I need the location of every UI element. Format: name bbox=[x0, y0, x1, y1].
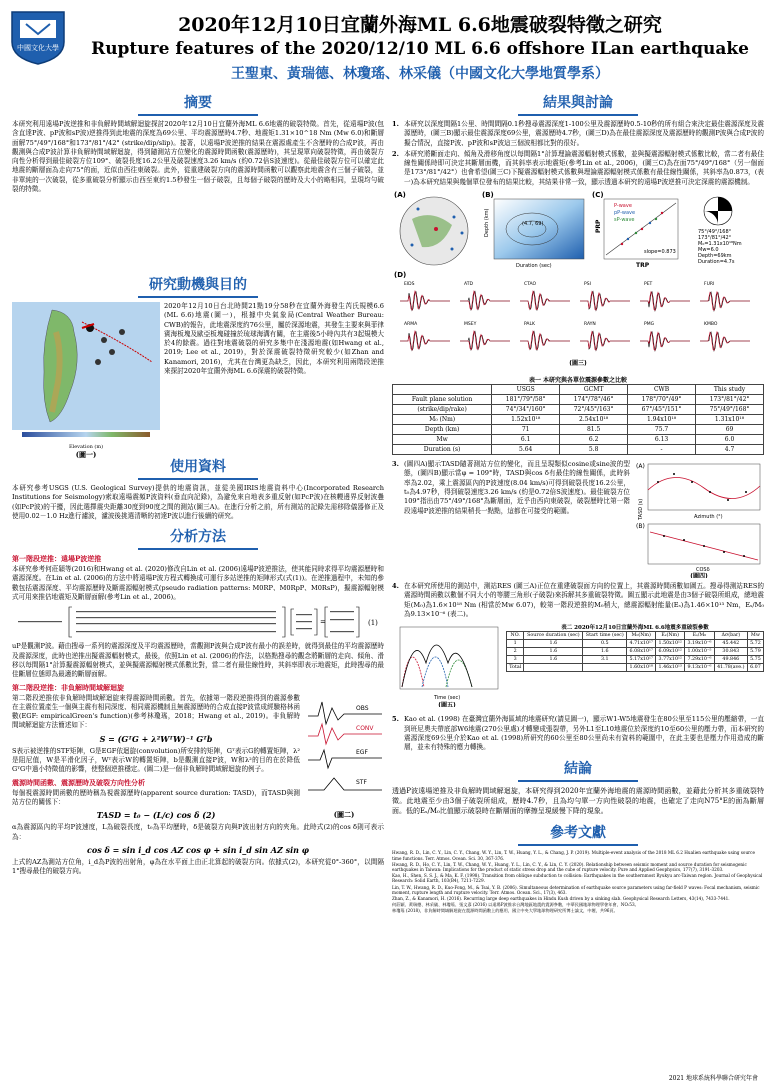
svg-text:P-wave: P-wave bbox=[614, 203, 632, 210]
abstract bbox=[12, 120, 384, 270]
figure3 bbox=[392, 189, 764, 373]
result-item-1: 1. 本研究以深度間隔1公里、時間間隔0.1秒搜尋震源深度1-100公里及震源歷時0.5-10秒的所有組合來決定最佳震源深度及震源歷時，(圖三B)顯示最佳震源深度69公里，震源歷時4.7秒，(圖三D)為在最佳震源深度及震源歷時的觀測P波與合成P波的擬合情況，直接P波、pP波和sP波這三個波相都比對的很好。 bbox=[392, 120, 764, 147]
motivation-block bbox=[12, 302, 384, 459]
reference-item: Kao, H., Shen, S. S. J., & Ma, K. F. (1998). Transition from oblique subduction to collision: Earthquakes in the southernmost Ryukyu arc-Taiwan region. Journal of Geophysical Research: Solid Earth, 103(B4), 7211-7229. bbox=[392, 873, 763, 884]
reference-item: Hwang, R. D., Lin, C. Y., Lin, C. Y., Chang, W. Y., Lin, T. W., Huang, Y. L., & Chang, J. P. (2019). Multiple-event analysis of the 2018 ML 6.2 Hualien earthquake using source time functions. Terr. Atmos. Ocean. Sci. 30, 367-376. bbox=[392, 850, 755, 861]
equation-3: TASD = t₀ − (L/c) cos δ (2) bbox=[96, 810, 216, 821]
reference-item: Zhan, Z., & Kanamori, H. (2016). Recurring large deep earthquakes in Hindu Kush driven by a sinking slab. Geophysical Research Letters, 43(14), 7433-7441. bbox=[392, 896, 730, 902]
svg-text:TRP: TRP bbox=[636, 262, 650, 270]
svg-text:(B): (B) bbox=[482, 191, 494, 200]
table-row bbox=[507, 664, 764, 672]
svg-text:(1): (1) bbox=[368, 619, 378, 628]
table-cell: 5.64 bbox=[492, 445, 560, 455]
table-cell: 7.29x10⁻⁶ bbox=[685, 656, 715, 664]
waveform-trace bbox=[700, 292, 750, 311]
data-text: 本研究參考USGS (U.S. Geological Survey)提供的地震資訊，並從美國IRIS地震資料中心(Incorporated Research Institutions for Seismology)索取遠場震頻P波資料(垂直向記錄)，為避免來自地表多重反射(如PcP波)在核幔邊界反射波疊(如PcP波)的干擾，因此選擇震央距離30度到90度之間的測站(圖三A)。在進行分析之前，所有測站的記錄先需移除儀器修正及使用0.02－1.0 Hz進行濾波，濾波後挑選清晰的初達P波以進行後續的研究。 bbox=[12, 484, 384, 520]
step1-text2: uP是觀測P波。藉由搜尋一系列的震源深度及平均震源歷時，當觀測P波與合成P波有最小的誤差時，就得到最佳的平均震源歷時及震源深度，此時也逆推出擬震源輻射模式，最後，依照Lin et al. (2006)的作法，以格點搜尋的觀念將斷層的走向、傾角、滑移以每間隔1°計算擬震源輻射模式，並與擬震源輻射模式係數比對，當二者有最佳線性時，其斜率即表示地震矩，此時搜尋的最佳斷層位態即為最適的斷層面解。 bbox=[12, 642, 384, 679]
svg-text:PALK: PALK bbox=[524, 322, 535, 328]
equation-1-matrix bbox=[12, 605, 384, 639]
table-cell: 1.50x10¹² bbox=[656, 640, 685, 648]
table-cell: 75.7 bbox=[628, 425, 696, 435]
result-item-2: 2. 本研究將斷面走向、傾角及滑移角度以每間隔1°計算理論震源輻射模式係數，並與擬震源輻射模式係數比較，當二者有最佳線性關係時即可決定其斷層面機，而其斜率表示地震矩(參考Lin et al., 2006)，(圖三C)為在面75°/49°/168°（另一個面是173°/81°/42°）也會希望(圖三C)下擬震源輻射模式係數與理論震源輻射模式係數有最佳線性關係，其斜率為0.873，(表一)為本研究結果與幾個單位發布的結果比較，其結果非常一致，顯示透過本研究的遠場P波逆推可決定深震的震源機制。 bbox=[392, 149, 764, 186]
svg-text:PRP: PRP bbox=[595, 219, 602, 234]
waveform-trace bbox=[400, 291, 450, 310]
table-header-cell: Mw bbox=[747, 632, 763, 640]
svg-text:M₀=1.31x10¹⁸Nm: M₀=1.31x10¹⁸Nm bbox=[698, 241, 742, 248]
step2-text: 第二階段逆推依非負解時間域解迴旋來得震源時間函數。首先，依據第一階段逆推得到的震源參數在主震位置產生一個與主震有相同深度、相同震源機制且無震源歷時的合成直接P波當成經驗格林函數(EGF: empiricalGreen's function)(參考林瓊瑤，2018；Hwang et al., 2019)。非負解時間域解迴旋方法簡述如下： bbox=[12, 693, 300, 730]
figure4 bbox=[634, 460, 764, 582]
svg-text:slope=0.873: slope=0.873 bbox=[644, 249, 676, 256]
table-cell: 75°/49°/168° bbox=[696, 405, 764, 415]
waveform-trace bbox=[460, 331, 510, 350]
waveform-trace bbox=[520, 291, 570, 310]
table-row bbox=[393, 445, 764, 455]
svg-text:EIDS: EIDS bbox=[404, 282, 415, 288]
svg-text:=: = bbox=[320, 618, 326, 627]
title-zh: 2020年12月10日宜蘭外海ML 6.6地震破裂特徵之研究 bbox=[178, 14, 662, 36]
table2-grid bbox=[506, 631, 764, 672]
references-list bbox=[392, 850, 764, 913]
fig5-table2-block bbox=[392, 623, 764, 711]
waveform-row-1 bbox=[404, 281, 714, 287]
svg-text:pP-wave: pP-wave bbox=[614, 210, 636, 217]
table-cell: 178°/70°/49° bbox=[628, 395, 696, 405]
svg-text:sP-wave: sP-wave bbox=[614, 217, 635, 224]
svg-text:(C): (C) bbox=[592, 191, 604, 200]
waveform-trace bbox=[640, 332, 690, 351]
svg-text:RAYN: RAYN bbox=[584, 322, 596, 328]
svg-text:KMBO: KMBO bbox=[704, 322, 718, 328]
motivation-text: 2020年12月10日台北時間21點19分58秒在宜蘭外海發生芮氏規模6.6 (ML 6.6)地震(圖一)，根據中央氣象局(Central Weather Bureau: CWB)的報告，此地震深度約76公里，屬於深源地震，其發生主要來與菲律賓海板塊及歐亞板塊碰撞於琉球海溝有關，在主震後5小時內共有3起規模大於4的餘震。過往對地震破裂的研究多集中在淺源地震(如Hwang et al., 2019; Lee et al., 2019)，對於深震破裂特徵研究較少(如Zhan and Kanamori, 2016)，尤其在台灣更為缺乏，因此，本研究利用兩階段逆推來探討2020年宜蘭外海ML 6.6深震的破裂特徵。 bbox=[164, 302, 384, 376]
svg-text:(4.7, 69): (4.7, 69) bbox=[522, 221, 544, 228]
table-cell: 41.78(ave.) bbox=[714, 664, 747, 672]
right-column bbox=[392, 92, 764, 915]
table-cell: 1 bbox=[507, 640, 524, 648]
motivation-title: 研究動機與目的 bbox=[12, 274, 384, 298]
table-cell: 6.13 bbox=[628, 435, 696, 445]
title-en: Rupture features of the 2020/12/10 ML 6.6 offshore ILan earthquake bbox=[91, 39, 749, 59]
waveform-trace bbox=[640, 292, 690, 311]
equation-4: cos δ = sin i_d cos AZ cos φ + sin i_d sin AZ sin φ bbox=[87, 844, 309, 855]
table-cell: 72°/45°/163° bbox=[560, 405, 628, 415]
svg-text:ATD: ATD bbox=[464, 282, 473, 288]
table-row bbox=[393, 395, 764, 405]
table-header-cell: This study bbox=[696, 385, 764, 395]
figure1-caption: (圖一) bbox=[75, 450, 97, 459]
table-cell: 3.77x10¹² bbox=[656, 656, 685, 664]
table-cell: 5.17x10¹⁷ bbox=[627, 656, 656, 664]
waveform-trace bbox=[700, 292, 750, 311]
elevation-label: Elevation (m) bbox=[68, 444, 104, 450]
table-cell: 45.442 bbox=[714, 640, 747, 648]
table-cell: 5.75 bbox=[747, 656, 763, 664]
table-header-cell: Eₛ/M₀ bbox=[685, 632, 715, 640]
table-cell: 1.6 bbox=[524, 648, 583, 656]
svg-text:中國文化大學: 中國文化大學 bbox=[17, 44, 59, 52]
item3-block bbox=[392, 460, 764, 582]
svg-text:(圖五): (圖五) bbox=[438, 702, 456, 708]
footer: 2021 地球系統科學聯合研究年會 bbox=[668, 1075, 758, 1082]
table-header-cell bbox=[393, 385, 492, 395]
table-row bbox=[393, 435, 764, 445]
table-cell: 5.79 bbox=[747, 648, 763, 656]
table2-caption: 表二 2020年12月10日宜蘭外海ML 6.6地震多重破裂參數 bbox=[561, 625, 709, 632]
table-cell: 74°/34°/160° bbox=[492, 405, 560, 415]
svg-text:(A): (A) bbox=[636, 463, 645, 471]
table-header-cell: USGS bbox=[492, 385, 560, 395]
svg-text:(D): (D) bbox=[394, 271, 407, 280]
table-cell: 9.13x10⁻⁶ bbox=[685, 664, 715, 672]
svg-text:Time (sec): Time (sec) bbox=[434, 695, 461, 702]
table-cell: 6.09x10¹² bbox=[656, 648, 685, 656]
svg-text:173°/81°/42°: 173°/81°/42° bbox=[698, 235, 732, 242]
abstract-title: 摘要 bbox=[12, 92, 384, 116]
table-header-cell: M₀(Nm) bbox=[627, 632, 656, 640]
table-cell: Mw bbox=[393, 435, 492, 445]
svg-text:STF: STF bbox=[356, 778, 367, 786]
table-header-cell: CWB bbox=[628, 385, 696, 395]
svg-text:(B): (B) bbox=[636, 523, 645, 531]
table-cell: 173°/81°/42° bbox=[696, 395, 764, 405]
table-cell: 174°/78°/46° bbox=[560, 395, 628, 405]
svg-text:(圖四): (圖四) bbox=[690, 573, 708, 579]
svg-text:Duration (sec): Duration (sec) bbox=[516, 263, 552, 270]
table-cell: Fault plane solution bbox=[393, 395, 492, 405]
table-cell: 6.0 bbox=[696, 435, 764, 445]
table-cell: 81.5 bbox=[560, 425, 628, 435]
table-cell: 6.2 bbox=[560, 435, 628, 445]
table-header-cell: Start time (sec) bbox=[583, 632, 627, 640]
reference-item: Lin, T. W., Hwang, R. D., Kuo-Fong, M., & Tsai, Y. B. (2006). Simultaneous determination of earthquake source parameters using far-field P waves: Focal mechanism, seismic moment, rupture length and rupture velocity. Terr. Atmos. Ocean. Sci., 17(3), 463. bbox=[392, 884, 760, 895]
waveform-row-2 bbox=[404, 321, 718, 327]
table-header-cell: Source duration (sec) bbox=[524, 632, 583, 640]
table-cell bbox=[524, 664, 583, 672]
university-logo bbox=[8, 8, 68, 66]
table-cell: (strike/dip/rake) bbox=[393, 405, 492, 415]
reference-item: 林瓊瑤 (2018)，非負解時間域解迴旋在震源時間函數上的應用，國立中央大學地球物理研究所博士論文，中壢，共96頁。 bbox=[392, 908, 618, 914]
svg-text:Depth=69km: Depth=69km bbox=[698, 253, 732, 260]
figure1-map bbox=[12, 302, 160, 459]
table-row bbox=[393, 415, 764, 425]
step1-title: 第一階段逆推：遠場P波逆推 bbox=[12, 554, 102, 564]
svg-text:Duration=4.7s: Duration=4.7s bbox=[698, 259, 735, 266]
svg-text:PMG: PMG bbox=[644, 322, 655, 328]
table-cell: 3.1 bbox=[583, 656, 627, 664]
result-item-5: 5. Kao et al. (1998) 在臺灣宜蘭外海區域的地震研究(請見圖一)，顯示W1-W5地震發生在80公里至115公里的壓縮帶，一直到班尼奧夫帶底部W6地震(270公里處)才轉變成張裂帶，另外L1至L10地震位於深度約10至60公里的壓力帶，而本研究的震源深度69公里介於Kao et al. (1998)所研究的60公里至80公里尚未有資料的範圍中，在此主要也是壓力作用造成的斷層，並未有特殊的應力轉換。 bbox=[392, 715, 764, 752]
waveform-trace bbox=[700, 332, 750, 351]
table-header-cell: Eₛ(Nm) bbox=[656, 632, 685, 640]
table-cell: 1.46x10¹³ bbox=[656, 664, 685, 672]
svg-text:75°/49°/168°: 75°/49°/168° bbox=[698, 229, 732, 236]
table1-caption: 表一 本研究與各單位震源參數之比較 bbox=[528, 377, 628, 385]
table1 bbox=[392, 375, 764, 455]
table-cell: 1.60x10¹⁸ bbox=[627, 664, 656, 672]
table-row bbox=[507, 648, 764, 656]
reference-item: 何莊穎、黃瑞德、林采儀、林瓊瑤、張文彥 (2016) 以遠場P波推求台灣地區地震的震源參數，中華民國地球物理學會年會，NO:53。 bbox=[392, 902, 639, 908]
svg-text:TASD (s): TASD (s) bbox=[638, 498, 644, 521]
table-cell bbox=[583, 664, 627, 672]
svg-text:(A): (A) bbox=[394, 191, 406, 200]
waveform-trace bbox=[400, 331, 450, 350]
svg-text:PET: PET bbox=[644, 282, 653, 288]
results-title: 結果與討論 bbox=[392, 92, 764, 116]
left-column bbox=[12, 92, 384, 876]
table-cell: 1.94x10¹⁸ bbox=[628, 415, 696, 425]
table-cell: 5.72 bbox=[747, 640, 763, 648]
step2-text2: S表示被逆推的STF矩陣，G是EGF依迴旋(convolution)所安排的矩陣，Gᵀ表示G的轉置矩陣，λ²是阻尼值，W是平滑化因子，Wᵀ表示W的轉置矩陣，b是觀測直接P波，W和λ²的目的在於降低GᵀG中過小特徵值的影響，使整個逆推穩定。(圖二)是一個非負解時間域解迴旋的例子。 bbox=[12, 746, 300, 774]
table-cell: 4.7 bbox=[696, 445, 764, 455]
table-cell: 6.1 bbox=[492, 435, 560, 445]
svg-text:Depth (km): Depth (km) bbox=[484, 208, 490, 238]
table-cell: 5.8 bbox=[560, 445, 628, 455]
table-header-cell: GCMT bbox=[560, 385, 628, 395]
step1-text: 本研究參考何莊穎等(2016)和Hwang et al. (2020)修改自Lin et al. (2006)遠場P波逆推法，使其能同時求得平均震源歷時和震源深度。在Lin et al. (2006)的方法中將遠場P波方程式轉換成可運行多站逆推的矩陣形式(式(1))。在逆推過程中，未知的參數包括震源深度、平均震源歷時及斷震源輻射模式(pseudo radiation patterns: M0RP、M0RpP、M0RsP)，擬震源輻射模式可用來推估地震矩及斷層面解(參考Lin et al., 2006)。 bbox=[12, 565, 384, 602]
table-cell: 71 bbox=[492, 425, 560, 435]
svg-text:Azimuth (°): Azimuth (°) bbox=[694, 514, 723, 521]
table-cell: 1.31x10¹⁸ bbox=[696, 415, 764, 425]
table-cell: Depth (km) bbox=[393, 425, 492, 435]
figure2-stf-example bbox=[304, 694, 384, 819]
table-cell: 3 bbox=[507, 656, 524, 664]
table-cell: 1.6 bbox=[524, 656, 583, 664]
waveform-trace bbox=[520, 331, 570, 350]
table-cell: Total bbox=[507, 664, 524, 672]
figure5 bbox=[392, 623, 502, 711]
equation-2: S = (GᵀG + λ²WᵀW)⁻¹ Gᵀb bbox=[99, 733, 213, 744]
table-cell: 1.00x10⁻⁵ bbox=[685, 648, 715, 656]
table-cell: Duration (s) bbox=[393, 445, 492, 455]
table-cell: 1.52x10¹⁸ bbox=[492, 415, 560, 425]
table-cell: 2.54x10¹⁸ bbox=[560, 415, 628, 425]
references-title: 參考文獻 bbox=[392, 822, 764, 846]
step3-title: 震源時間函數、震源歷時及破裂方向性分析 bbox=[12, 777, 145, 787]
table-cell: 6.08x10¹⁷ bbox=[627, 648, 656, 656]
conclusion-text: 透過P波遠場逆推及非負解時間域解迴旋，本研究得到2020年宜蘭外海地震的震源時間函數，並藉此分析其多重破裂特徵。此地震至少由3個子破裂所組成，歷時4.7秒，且為均勻單一方向性破裂的地震，也確定了走向N75°E的面為斷層面。低的Eₛ/M₀比值顯示破裂時在斷層面的摩擦呈現緩慢下降的現象。 bbox=[392, 787, 764, 816]
step2-title: 第二階段逆推：非負解時間域解迴旋 bbox=[12, 682, 124, 692]
figure2-caption: (圖二) bbox=[333, 809, 355, 819]
header bbox=[80, 8, 760, 83]
step3-text3: 上式的AZ為測站方位角，i_d為P波的出射角，φ為在水平面上由正北算起的破裂方向。依據式(2)，本研究從0°-360°，以間隔1°搜尋最佳的破裂方向。 bbox=[12, 857, 384, 876]
step3-text2: α為震源區內的平均P波速度，L為破裂長度，t₀為平均歷時，δ是破裂方向與P波出射方向的夾角。此時式(2)的cos δ則可表示為： bbox=[12, 823, 384, 841]
svg-text:ARMA: ARMA bbox=[404, 322, 418, 328]
waveform-trace bbox=[460, 291, 510, 310]
table-row bbox=[393, 425, 764, 435]
table-cell: 69 bbox=[696, 425, 764, 435]
table-cell: 3.19x10⁻⁶ bbox=[685, 640, 715, 648]
svg-text:Mw=6.0: Mw=6.0 bbox=[698, 247, 719, 254]
reference-item: Hwang, R. D., Ho, C. Y., Lin, T. W., Chang, W. Y., Huang, Y. L., Lin, C. Y., & Lin, C. Y. (2020). Relationship between seismic moment and source duration for seismogenic earthquakes in Taiwan: Implications for the product of static stress drop and the cube of rupture velocity. Pure and Applied Geophysics, 177(7), 3191-3203. bbox=[392, 861, 747, 873]
table-cell: M₀ (Nm) bbox=[393, 415, 492, 425]
table-cell: 30.843 bbox=[714, 648, 747, 656]
svg-text:FURI: FURI bbox=[704, 282, 715, 288]
table-header-cell: NO. bbox=[507, 632, 524, 640]
svg-text:PSI: PSI bbox=[584, 282, 591, 288]
table-header-row bbox=[507, 632, 764, 640]
table-row bbox=[507, 640, 764, 648]
table-cell: 4.71x10¹⁷ bbox=[627, 640, 656, 648]
method-title: 分析方法 bbox=[12, 526, 384, 550]
waveform-trace bbox=[700, 332, 750, 351]
table-row bbox=[393, 405, 764, 415]
table-header-row bbox=[393, 385, 764, 395]
authors: 王聖東、黃瑞德、林瓊瑤、林采儀（中國文化大學地質學系） bbox=[231, 66, 609, 82]
table-cell: 67°/45°/151° bbox=[628, 405, 696, 415]
table-cell: 49.846 bbox=[714, 656, 747, 664]
step3-text: 每個視震源時間函數的歷時稱為視震源歷時(apparent source duration: TASD)，而TASD與測站方位的關係下： bbox=[12, 788, 300, 806]
svg-text:CONV: CONV bbox=[356, 724, 374, 732]
abstract-text: 本研究利用遠場P波逆推和非負解時間域解迴旋探討2020年12月10日宜蘭外海ML 6.6地震的破裂特徵。首先，從遠場P波(包含直達P波、pP波和sP波)逆推得到此地震的深度為69公里、平均震源歷時4.7秒、地震矩1.31×10^18 Nm (Mw 6.0)和斷層面解75°/49°/168°和173°/81°/42° (strike/dip/slip)。接著，以遠場P波逆推的結果在震源處產生不含歷時的合成P波，再由觀測與合成P波計算非負解時間域解迴旋，得到隨測站方位變化的震源時間函數(震源歷時)，其呈現單向破裂特徵，再由破裂方向性分析得到最佳破裂方位109°、破裂長度16.2公里及破裂速度3.26 km/s (約0.72倍S波速度)。從最佳破裂方位可以確定此地震的斷層面為走向75°的面，近似由西往東破裂。此外，從重建破裂方向的震源時間函數可以觀察此地震含有三個子破裂，並非單純的一次破裂，從多重破裂分析顯示由西至東約1.5秒發生一個子破裂，且每個子破裂的歷時及大小的略相同，呈現均勻破裂的特徵。 bbox=[12, 120, 384, 194]
table-row bbox=[507, 656, 764, 664]
table-cell: 6.07 bbox=[747, 664, 763, 672]
table-cell: - bbox=[628, 445, 696, 455]
svg-text:MSEY: MSEY bbox=[464, 322, 477, 328]
table-cell: 1.6 bbox=[583, 648, 627, 656]
table-cell: 1.6 bbox=[524, 640, 583, 648]
svg-text:(圖三): (圖三) bbox=[569, 360, 587, 368]
data-title: 使用資料 bbox=[12, 456, 384, 480]
svg-text:COSδ: COSδ bbox=[696, 567, 710, 574]
svg-text:OBS: OBS bbox=[356, 704, 369, 712]
table2 bbox=[506, 623, 764, 711]
table1-grid bbox=[392, 384, 764, 455]
conclusion-title: 結論 bbox=[392, 758, 764, 782]
table-cell: 2 bbox=[507, 648, 524, 656]
result-item-4: 4. 在本研究所使用的測站中，測站RES (圖三A)正位在重建破裂面方向的位置上，其震源時間函數如圖五。搜尋得測站RES的震源時間函數以數個不同大小的等腰三角形(子破裂)來拆解其多重破裂特徵。圖五顯示此地震是由3個子破裂所組成，總地震矩(M₀)為1.6×10¹⁸ Nm (相當於Mw 6.07)，較第一階段逆推的M₀稍大，總震源輻射能量(Eₛ)為1.46×10¹³ Nm，Eₛ/M₀為9.13×10⁻⁶ (表二)。 bbox=[392, 582, 764, 618]
table-header-cell: Δσ(bar) bbox=[714, 632, 747, 640]
table-cell: 0.5 bbox=[583, 640, 627, 648]
table-cell: 181°/79°/58° bbox=[492, 395, 560, 405]
svg-text:EGF: EGF bbox=[356, 748, 368, 756]
svg-text:CTAO: CTAO bbox=[524, 282, 537, 288]
result-item-3: 3. (圖四A)顯示TASD隨著測站方位的變化，而且呈現類似cosine或sine波的型態，(圖四B)顯示當φ = 109°時，TASD與cos δ有最佳的線性關係，此時斜率為2.02，乘上震源區內的P波速度(8.04 km/s)可得到破裂長度16.2公里，t₀為4.97秒，得到破裂速度3.26 km/s (約是0.72倍S波速度)。最佳破裂方位109°指出由75°/49°/168°為斷層面，近乎由西向東破裂，破裂歷時比第一階段遠場P波逆推的結果稍長一點點，這都在可接受的範圍。 bbox=[392, 460, 630, 515]
